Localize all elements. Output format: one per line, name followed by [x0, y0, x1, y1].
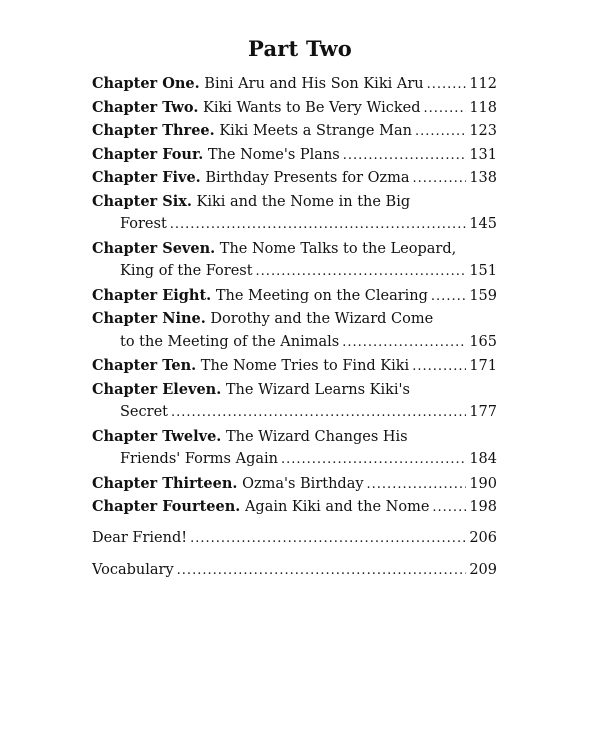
leader-dots — [281, 452, 466, 467]
leader-dots — [431, 289, 466, 304]
toc-entry-chapter-one[interactable] — [92, 75, 497, 99]
entry-title: Vocabulary — [92, 562, 174, 578]
toc-entry-dear-friend[interactable] — [92, 530, 497, 554]
chapter-title: Kiki Meets a Strange Man — [219, 123, 412, 139]
page-number: 131 — [469, 146, 497, 163]
table-of-contents — [92, 75, 497, 586]
toc-entry-chapter-twelve[interactable] — [92, 428, 497, 475]
chapter-title: Bini Aru and His Son Kiki Aru — [204, 76, 424, 92]
chapter-title: Kiki and the Nome in the Big — [196, 193, 411, 210]
chapter-title: Kiki Wants to Be Very Wicked — [202, 99, 421, 116]
chapter-label: Chapter Three. — [92, 122, 215, 139]
chapter-label: Chapter Nine. — [92, 310, 206, 327]
toc-entry-chapter-three[interactable] — [92, 122, 497, 146]
spacer — [92, 553, 497, 562]
page-number: 112 — [469, 76, 497, 92]
leader-dots — [413, 171, 467, 186]
chapter-title-continued: King of the Forest — [120, 263, 253, 279]
chapter-title: The Meeting on the Clearing — [215, 287, 428, 304]
page-number: 206 — [469, 529, 497, 546]
toc-entry-chapter-nine[interactable] — [92, 310, 497, 357]
page-number: 209 — [469, 562, 497, 578]
chapter-label: Chapter Fourteen. — [92, 498, 241, 515]
toc-entry-chapter-ten[interactable] — [92, 357, 497, 381]
leader-dots — [190, 531, 466, 546]
chapter-title: The Wizard Changes His — [225, 428, 408, 445]
spacer — [92, 522, 497, 530]
chapter-label: Chapter Twelve. — [92, 427, 222, 445]
chapter-label: Chapter Six. — [92, 192, 192, 210]
chapter-label: Chapter Thirteen. — [92, 474, 238, 492]
page-number: 198 — [469, 499, 497, 515]
toc-entry-chapter-seven[interactable] — [92, 240, 497, 287]
toc-entry-chapter-fourteen[interactable] — [92, 498, 497, 522]
chapter-label: Chapter Two. — [92, 98, 199, 116]
page-number: 184 — [469, 451, 497, 467]
toc-entry-chapter-five[interactable] — [92, 169, 497, 193]
page-number: 165 — [469, 333, 497, 350]
leader-dots — [367, 477, 467, 492]
leader-dots — [343, 148, 467, 163]
toc-entry-chapter-six[interactable] — [92, 193, 497, 240]
toc-entry-chapter-thirteen[interactable] — [92, 475, 497, 499]
leader-dots — [177, 563, 467, 578]
toc-entry-vocabulary[interactable] — [92, 562, 497, 586]
leader-dots — [427, 77, 467, 92]
page-number: 145 — [469, 216, 497, 232]
leader-dots — [342, 335, 466, 350]
chapter-title: Birthday Presents for Ozma — [205, 170, 410, 186]
chapter-title: The Nome Tries to Find Kiki — [200, 358, 410, 374]
leader-dots — [256, 264, 467, 279]
chapter-label: Chapter Eleven. — [92, 380, 222, 398]
leader-dots — [171, 405, 466, 420]
toc-entry-chapter-two[interactable] — [92, 99, 497, 123]
chapter-title: Dorothy and the Wizard Come — [210, 311, 434, 327]
leader-dots — [170, 217, 467, 232]
chapter-title: Ozma's Birthday — [242, 475, 364, 492]
page-number: 151 — [469, 263, 497, 279]
leader-dots — [415, 124, 466, 139]
chapter-title: The Nome Talks to the Leopard, — [219, 240, 457, 257]
chapter-title-continued: to the Meeting of the Animals — [120, 333, 340, 350]
toc-entry-chapter-eleven[interactable] — [92, 381, 497, 428]
chapter-label: Chapter One. — [92, 75, 200, 92]
leader-dots — [432, 500, 466, 515]
page-number: 171 — [469, 358, 497, 374]
toc-entry-chapter-four[interactable] — [92, 146, 497, 170]
chapter-label: Chapter Ten. — [92, 357, 197, 374]
page-title: Part Two — [248, 36, 352, 61]
chapter-title: The Wizard Learns Kiki's — [225, 381, 410, 398]
chapter-label: Chapter Five. — [92, 169, 201, 186]
chapter-title-continued: Secret — [120, 404, 168, 420]
toc-entry-chapter-eight[interactable] — [92, 287, 497, 311]
chapter-title-continued: Friends' Forms Again — [120, 451, 278, 467]
chapter-label: Chapter Seven. — [92, 239, 216, 257]
chapter-label: Chapter Eight. — [92, 286, 212, 304]
page-number: 138 — [469, 170, 497, 186]
chapter-title: Again Kiki and the Nome — [244, 499, 430, 515]
leader-dots — [412, 359, 466, 374]
leader-dots — [424, 101, 467, 116]
page-number: 177 — [469, 404, 497, 420]
page-number: 159 — [469, 287, 497, 304]
chapter-title-continued: Forest — [120, 216, 167, 232]
page-number: 118 — [469, 99, 497, 116]
page-number: 190 — [469, 475, 497, 492]
entry-title: Dear Friend! — [92, 529, 188, 546]
chapter-label: Chapter Four. — [92, 145, 204, 163]
page-number: 123 — [469, 123, 497, 139]
chapter-title: The Nome's Plans — [207, 146, 340, 163]
